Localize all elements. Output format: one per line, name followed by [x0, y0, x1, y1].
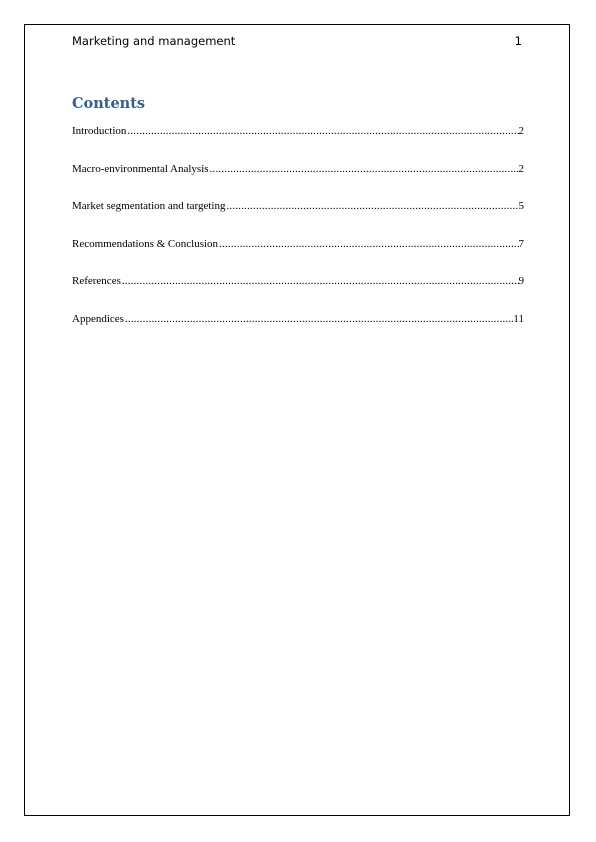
toc-entry-page: 2 [518, 125, 524, 137]
toc-entry-label: Market segmentation and targeting [72, 200, 226, 213]
toc-entry-page: 11 [513, 312, 524, 325]
toc-entry-label: Recommendations & Conclusion [72, 237, 219, 250]
toc-entry-page: 5 [518, 200, 524, 213]
header-page-number: 1 [514, 34, 522, 48]
toc-dot-leader [125, 313, 513, 325]
toc-entry-appendices[interactable] [72, 313, 524, 328]
toc-dot-leader [219, 238, 518, 250]
toc-entry-introduction[interactable] [72, 125, 524, 140]
toc-entry-label: Macro-environmental Analysis [72, 162, 209, 175]
toc-dot-leader [226, 200, 518, 212]
toc-entry-page: 7 [518, 237, 524, 250]
page-header [72, 34, 524, 50]
toc-entry-label: Appendices [72, 312, 124, 325]
toc-dot-leader [127, 125, 518, 137]
toc-dot-leader [210, 163, 519, 175]
contents-heading: Contents [72, 95, 146, 112]
toc-dot-leader [122, 275, 519, 287]
toc-entry-page: 2 [518, 162, 524, 175]
header-title: Marketing and management [72, 34, 236, 48]
toc-entry-market-segmentation[interactable] [72, 200, 524, 215]
toc-entry-macro-environmental-analysis[interactable] [72, 163, 524, 178]
toc-entry-label: Introduction [72, 125, 127, 137]
table-of-contents [72, 125, 524, 351]
toc-entry-label: References [72, 275, 121, 288]
toc-entry-references[interactable] [72, 275, 524, 290]
toc-entry-page: 9 [518, 275, 524, 288]
toc-entry-recommendations-conclusion[interactable] [72, 238, 524, 253]
